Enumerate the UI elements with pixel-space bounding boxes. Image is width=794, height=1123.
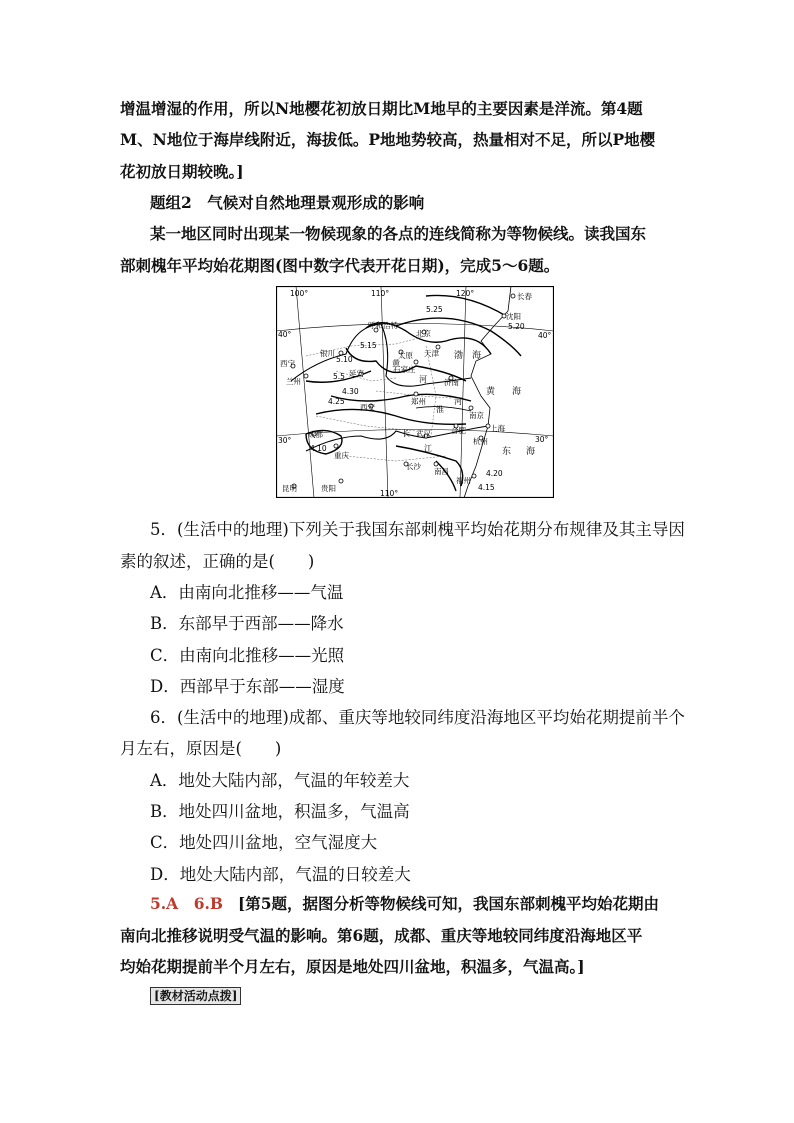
map-city-label: 呼和浩特 [368,321,398,330]
map-water-label: 河 [454,397,462,406]
map-city-label: 石家庄 [393,365,416,374]
map-water-label: 海 [526,447,536,457]
question-5-option: A．由南向北推移——气温 [150,583,344,602]
question-5-stem: 5．(生活中的地理)下列关于我国东部刺槐平均始花期分布规律及其主导因 [150,520,685,539]
map-city-label: 延安 [349,369,364,378]
map-isoline-label: 4.25 [328,397,345,406]
question-6-option: A．地处大陆内部，气温的年较差大 [150,771,410,790]
answer-explanation: [第5题，据图分析等物候线可知，我国东部刺槐平均始花期由 [237,894,660,913]
map-isoline-label: 5.25 [426,305,443,314]
map-city-label: 昆明 [282,484,297,493]
map-isoline-label: 5.5 [333,372,345,381]
map-city-label: 武汉 [416,429,431,438]
map-latitude-label: 40° [278,330,292,339]
map-city-label: 贵阳 [321,484,336,493]
map-city-label: 成都 [308,430,323,439]
intro-line: 部刺槐年平均始花期图(图中数字代表开花日期)，完成5～6题。 [120,256,560,275]
answer-line: 均始花期提前半个月左右，原因是地处四川盆地，积温多，气温高。] [120,957,585,976]
map-city-label: 福州 [456,476,471,485]
map-city-label: 合肥 [451,426,466,435]
map-isoline-label: 4.30 [342,387,359,396]
map-water-label: 海 [472,351,482,361]
map-city-label: 重庆 [334,451,349,460]
map-longitude-label: 120° [456,289,475,298]
map-water-label: 黄 [486,387,496,397]
map-city-label: 兰州 [286,377,301,386]
map-isoline-label: 4.10 [310,444,327,453]
map-city-label: 沈阳 [506,312,521,321]
map-water-label: 河 [419,375,427,384]
map-city-label: 济南 [444,378,459,387]
map-water-label: 淮 [436,405,444,414]
question-5-option: B．东部早于西部——降水 [150,614,344,633]
map-city-label: 杭州 [473,437,488,446]
map-latitude-label: 30° [535,435,549,444]
question-6-stem: 月左右，原因是( ) [120,739,282,758]
question-6-option: B．地处四川盆地，积温多，气温高 [150,802,410,821]
section-tag: [教材活动点拨] [150,987,241,1005]
question-6-option: D．地处大陆内部，气温的日较差大 [150,865,411,884]
map-city-label: 银川 [320,349,335,358]
map-water-label: 海 [512,387,522,397]
map-city-label: 长春 [517,292,532,301]
map-isoline-label: 5.20 [508,322,525,331]
section-title: 题组2 气候对自然地理景观形成的影响 [150,193,425,212]
map-water-label: 黄 [392,359,400,368]
map-water-label: 东 [502,447,512,457]
question-5-stem: 素的叙述，正确的是( ) [120,552,315,571]
map-city-label: 天津 [424,349,439,358]
map-isoline-label: 5.15 [360,341,377,350]
map-water-label: 长 [402,429,410,438]
question-5-option: D．西部早于东部——湿度 [150,677,345,696]
map-city-label: 南昌 [434,467,449,476]
intro-line: 某一地区同时出现某一物候现象的各点的连线简称为等物候线。读我国东 [150,224,647,243]
map-longitude-label: 110° [371,289,390,298]
map-isoline-label: 4.15 [478,483,495,492]
map-city-label: 西宁 [280,359,295,368]
explanation-line: 花初放日期较晚。] [120,162,244,181]
answer-line: 南向北推移说明受气温的影响。第6题，成都、重庆等地较同纬度沿海地区平 [120,926,643,945]
map-city-label: 郑州 [411,397,426,406]
map-city-label: 北京 [416,329,431,338]
map-longitude-label: 100° [290,289,309,298]
question-6-option: C．地处四川盆地，空气湿度大 [150,833,378,852]
map-city-label: 上海 [490,424,505,433]
map-isoline-label: 5.10 [336,355,353,364]
question-6-stem: 6．(生活中的地理)成都、重庆等地较同纬度沿海地区平均始花期提前半个 [150,708,685,727]
explanation-line: 增温增湿的作用，所以N地樱花初放日期比M地早的主要因素是洋流。第4题 [120,99,643,118]
map-city-label: 西安 [360,403,375,412]
map-city-label: 南京 [469,411,484,420]
answer-line [150,892,659,914]
map-longitude-label: 110° [380,489,399,498]
map-city-label: 长沙 [406,462,421,471]
phenology-map [276,286,554,498]
question-5-option: C．由南向北推移——光照 [150,646,345,665]
explanation-line: M、N地位于海岸线附近，海拔低。P地地势较高，热量相对不足，所以P地樱 [120,130,656,149]
map-city-label: 太原 [398,351,413,360]
map-isoline-label: 4.20 [486,469,503,478]
map-latitude-label: 30° [278,436,292,445]
map-water-label: 渤 [454,351,464,361]
answer-key: 5.A 6.B [150,894,223,913]
map-water-label: 江 [424,444,432,453]
map-latitude-label: 40° [538,331,552,340]
